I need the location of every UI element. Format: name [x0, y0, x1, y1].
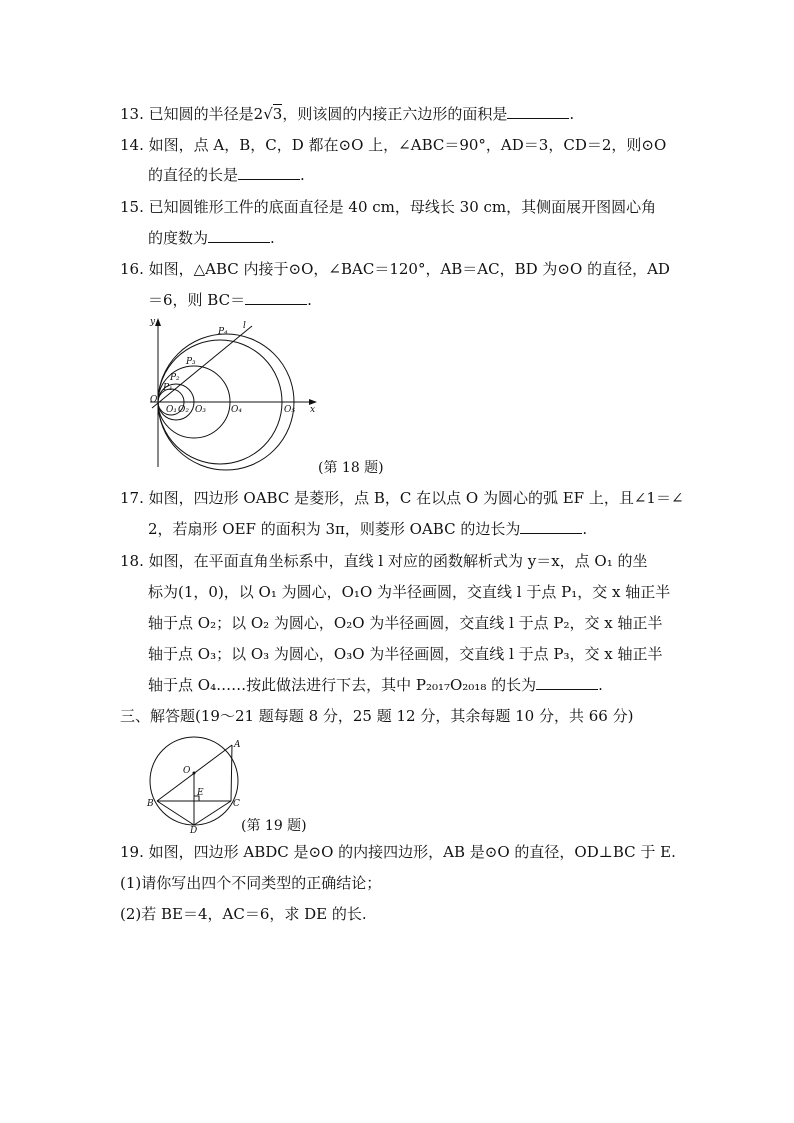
- label-o5: O₅: [284, 405, 295, 415]
- answer-blank: [536, 675, 598, 690]
- figure-18-caption: (第 18 题): [318, 460, 384, 476]
- answer-blank: [208, 228, 270, 243]
- y-arrow: [155, 318, 161, 326]
- question-17-line2: 2，若扇形 OEF 的面积为 3π，则菱形 OABC 的边长为 .: [148, 520, 588, 538]
- label-o3: O₃: [195, 405, 206, 415]
- sqrt-symbol: √: [263, 105, 273, 123]
- question-16-line2: ＝6，则 BC＝ .: [148, 291, 312, 309]
- label-o4: O₄: [231, 405, 242, 415]
- chord-ac: [231, 745, 232, 801]
- label-b: B: [147, 799, 154, 809]
- label-o2: O₂: [178, 405, 189, 415]
- question-14-line2: 的直径的长是 .: [148, 166, 305, 184]
- label-o: O: [183, 766, 191, 776]
- label-o: O: [150, 395, 158, 405]
- label-x: x: [310, 405, 316, 415]
- answer-blank: [238, 165, 300, 180]
- question-16: 16. 如图，△ABC 内接于⊙O，∠BAC＝120°，AB＝AC，BD 为⊙O 的直径，AD: [120, 260, 670, 278]
- question-17: 17. 如图，四边形 OABC 是菱形，点 B，C 在以点 O 为圆心的弧 EF 上，且∠1＝∠: [120, 489, 684, 507]
- label-p1: P₁: [163, 383, 173, 393]
- figure-18: [140, 312, 330, 472]
- question-18-line3: 轴于点 O₂；以 O₂ 为圆心，O₂O 为半径画圆，交直线 l 于点 P₂，交 x 轴正半: [148, 614, 663, 632]
- section-3-heading: 三、解答题(19～21 题每题 8 分，25 题 12 分，其余每题 10 分，共 66 分): [120, 707, 634, 725]
- label-e: E: [197, 788, 204, 798]
- figure-19: [145, 733, 245, 833]
- answer-blank: [245, 290, 307, 305]
- label-c: C: [233, 799, 240, 809]
- center-dot: [193, 772, 196, 775]
- label-d: D: [190, 826, 198, 833]
- question-19-part2: (2)若 BE＝4，AC＝6，求 DE 的长.: [120, 905, 367, 923]
- question-19: 19. 如图，四边形 ABDC 是⊙O 的内接四边形，AB 是⊙O 的直径，OD⊥BC 于 E.: [120, 843, 676, 861]
- label-a: A: [234, 740, 241, 750]
- answer-blank: [520, 519, 582, 534]
- label-p3: P₃: [186, 357, 196, 367]
- question-18-line5: 轴于点 O₄……按此做法进行下去，其中 P₂₀₁₇O₂₀₁₈ 的长为 .: [148, 676, 603, 694]
- question-19-part1: (1)请你写出四个不同类型的正确结论；: [120, 874, 382, 892]
- question-15-line2: 的度数为 .: [148, 229, 275, 247]
- question-15: 15. 已知圆锥形工件的底面直径是 40 cm，母线长 30 cm，其侧面展开图圆心角: [120, 198, 657, 216]
- label-p2: P₂: [170, 373, 180, 383]
- label-o1: O₁: [166, 405, 177, 415]
- question-14: 14. 如图，点 A，B，C，D 都在⊙O 上，∠ABC＝90°，AD＝3，CD＝2，则⊙O: [120, 136, 667, 154]
- label-p4: P₄: [218, 327, 228, 337]
- question-18-line2: 标为(1，0)，以 O₁ 为圆心，O₁O 为半径画圆，交直线 l 于点 P₁，交 x 轴正半: [148, 583, 671, 601]
- question-13: 13. 已知圆的半径是2√3，则该圆的内接正六边形的面积是 .: [120, 105, 575, 123]
- question-18-line4: 轴于点 O₃；以 O₃ 为圆心，O₃O 为半径画圆，交直线 l 于点 P₃，交 x 轴正半: [148, 645, 663, 663]
- answer-blank: [507, 104, 569, 119]
- label-y: y: [150, 317, 156, 327]
- figure-19-caption: (第 19 题): [241, 818, 307, 834]
- question-18: 18. 如图，在平面直角坐标系中，直线 l 对应的函数解析式为 y＝x，点 O₁ 的坐: [120, 552, 648, 570]
- label-l: l: [243, 321, 246, 331]
